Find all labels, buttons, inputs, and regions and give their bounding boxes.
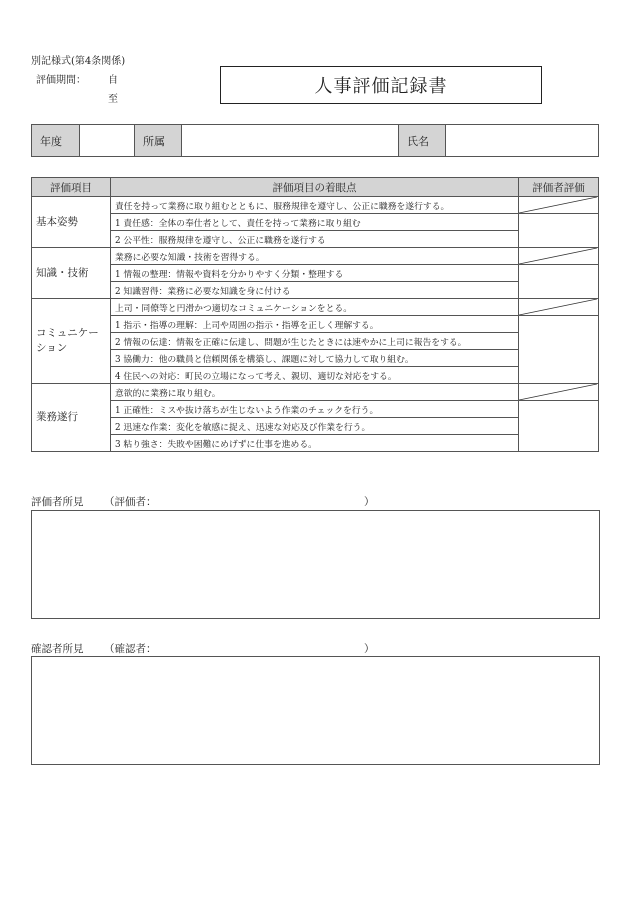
evaluation-slash-cell <box>519 197 599 214</box>
year-field[interactable] <box>80 125 135 157</box>
info-table <box>31 124 599 157</box>
confirmer-name-label: （確認者： <box>104 643 157 655</box>
period-to: 至 <box>108 94 118 105</box>
criteria-item: 1 指示・指導の理解：上司や周囲の指示・指導を正しく理解する。 <box>111 316 519 333</box>
header-evaluation: 評価者評価 <box>519 178 599 197</box>
evaluation-input[interactable] <box>519 401 599 452</box>
confirmer-opinion-label: 確認者所見 <box>31 643 84 655</box>
criteria-item: 2 公平性：服務規律を遵守し、公正に職務を遂行する <box>111 231 519 248</box>
criteria-item: 1 責任感：全体の奉仕者として、責任を持って業務に取り組む <box>111 214 519 231</box>
category-summary: 業務に必要な知識・技術を習得する。 <box>111 248 519 265</box>
evaluation-input[interactable] <box>519 265 599 299</box>
dept-field[interactable] <box>182 125 399 157</box>
name-field[interactable] <box>446 125 599 157</box>
form-reference: 別記様式(第4条関係) <box>31 56 126 67</box>
period-from: 自 <box>108 75 118 86</box>
evaluator-opinion-label: 評価者所見 <box>31 496 84 508</box>
criteria-item: 2 迅速な作業：変化を敏感に捉え、迅速な対応及び作業を行う。 <box>111 418 519 435</box>
category-summary: 責任を持って業務に取り組むとともに、服務規律を遵守し、公正に職務を遂行する。 <box>111 197 519 214</box>
confirmer-opinion-box[interactable] <box>31 656 600 765</box>
year-label: 年度 <box>32 125 80 157</box>
criteria-table <box>31 177 599 452</box>
category-label: 業務遂行 <box>32 384 111 452</box>
category-label: 知識・技術 <box>32 248 111 299</box>
evaluation-input[interactable] <box>519 316 599 384</box>
criteria-item: 3 粘り強さ：失敗や困難にめげずに仕事を進める。 <box>111 435 519 452</box>
category-label: コミュニケーション <box>32 299 111 384</box>
category-summary: 上司・同僚等と円滑かつ適切なコミュニケーションをとる。 <box>111 299 519 316</box>
evaluation-slash-cell <box>519 384 599 401</box>
header-category: 評価項目 <box>32 178 111 197</box>
header-points: 評価項目の着眼点 <box>111 178 519 197</box>
evaluator-name-label: （評価者： <box>104 496 157 508</box>
category-summary: 意欲的に業務に取り組む。 <box>111 384 519 401</box>
evaluator-opinion-box[interactable] <box>31 510 600 619</box>
criteria-item: 2 情報の伝達：情報を正確に伝達し、問題が生じたときには速やかに上司に報告をする。 <box>111 333 519 350</box>
period-label: 評価期間： <box>36 75 86 86</box>
criteria-item: 2 知識習得：業務に必要な知識を身に付ける <box>111 282 519 299</box>
category-label: 基本姿勢 <box>32 197 111 248</box>
document-title: 人事評価記録書 <box>220 66 542 104</box>
evaluation-slash-cell <box>519 248 599 265</box>
criteria-item: 1 正確性：ミスや抜け落ちが生じないよう作業のチェックを行う。 <box>111 401 519 418</box>
evaluation-input[interactable] <box>519 214 599 248</box>
confirmer-close-paren: ） <box>364 643 375 655</box>
criteria-item: 4 住民への対応：町民の立場になって考え、親切、適切な対応をする。 <box>111 367 519 384</box>
criteria-item: 1 情報の整理：情報や資料を分かりやすく分類・整理する <box>111 265 519 282</box>
dept-label: 所属 <box>135 125 182 157</box>
name-label: 氏名 <box>399 125 446 157</box>
evaluation-slash-cell <box>519 299 599 316</box>
evaluator-close-paren: ） <box>364 496 375 508</box>
criteria-item: 3 協働力：他の職員と信頼関係を構築し、課題に対して協力して取り組む。 <box>111 350 519 367</box>
